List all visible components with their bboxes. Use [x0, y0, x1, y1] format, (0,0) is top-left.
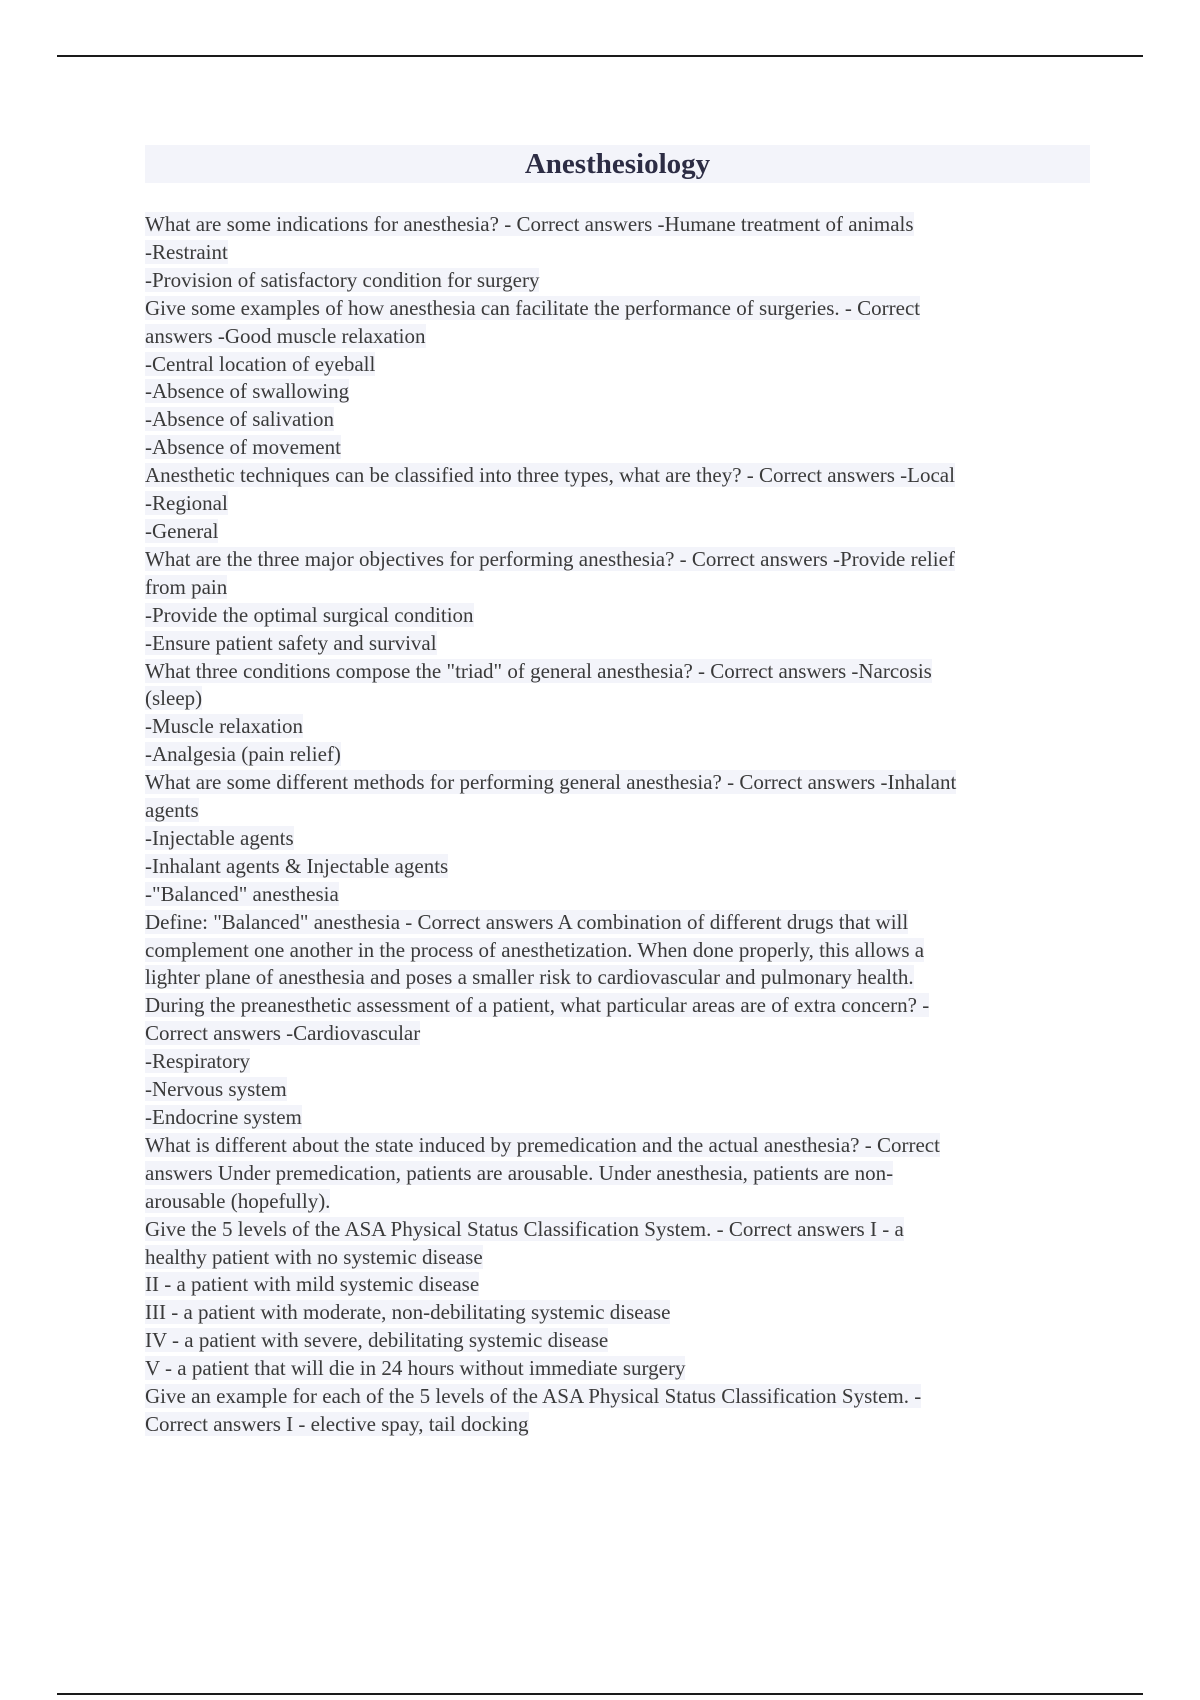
text-line-content: Define: "Balanced" anesthesia - Correct answers A combination of different drugs that will — [145, 909, 909, 934]
text-line-content: arousable (hopefully). — [145, 1188, 331, 1213]
text-line — [145, 546, 1090, 574]
text-line — [145, 1411, 1090, 1439]
text-line-content: What is different about the state induced by premedication and the actual anesthesia? - Correct — [145, 1132, 940, 1157]
text-line-content: healthy patient with no systemic disease — [145, 1244, 483, 1269]
bottom-divider — [57, 1693, 1143, 1695]
text-line-content: answers -Good muscle relaxation — [145, 323, 426, 348]
text-line-content: Give an example for each of the 5 levels of the ASA Physical Status Classification System. - — [145, 1384, 922, 1409]
text-line-content: agents — [145, 798, 199, 823]
text-line-content: -Absence of movement — [145, 435, 341, 460]
text-line-content: III - a patient with moderate, non-debilitating systemic disease — [145, 1300, 671, 1325]
text-line — [145, 462, 1090, 490]
text-line-content: What are the three major objectives for performing anesthesia? - Correct answers -Provide relief — [145, 546, 955, 571]
text-line — [145, 909, 1090, 937]
text-line — [145, 1132, 1090, 1160]
text-line-content: V - a patient that will die in 24 hours without immediate surgery — [145, 1356, 686, 1381]
text-line — [145, 1299, 1090, 1327]
text-line-content: answers Under premedication, patients are arousable. Under anesthesia, patients are non- — [145, 1160, 894, 1185]
text-line — [145, 211, 1090, 239]
text-line-content: -Absence of swallowing — [145, 379, 350, 404]
text-line-content: Give the 5 levels of the ASA Physical Status Classification System. - Correct answers I - a — [145, 1216, 904, 1241]
text-line-content: -Absence of salivation — [145, 407, 334, 432]
text-line — [145, 351, 1090, 379]
text-line-content: Correct answers -Cardiovascular — [145, 1021, 421, 1046]
text-line-content: -Injectable agents — [145, 825, 294, 850]
text-line-content: -Analgesia (pain relief) — [145, 742, 341, 767]
text-line-content: from pain — [145, 574, 228, 599]
text-line — [145, 630, 1090, 658]
text-line — [145, 685, 1090, 713]
text-line-content: -Nervous system — [145, 1077, 287, 1102]
text-line — [145, 406, 1090, 434]
text-line — [145, 1216, 1090, 1244]
text-line — [145, 295, 1090, 323]
text-line-content: What are some indications for anesthesia? - Correct answers -Humane treatment of animals — [145, 212, 914, 236]
text-line — [145, 797, 1090, 825]
text-line — [145, 769, 1090, 797]
text-line-content: What three conditions compose the "triad" of general anesthesia? - Correct answers -Narcosis — [145, 658, 932, 683]
top-divider — [57, 55, 1143, 57]
text-line — [145, 1160, 1090, 1188]
text-line — [145, 1355, 1090, 1383]
text-line — [145, 825, 1090, 853]
page-title: Anesthesiology — [145, 145, 1090, 183]
text-line — [145, 1271, 1090, 1299]
text-line — [145, 434, 1090, 462]
text-line — [145, 1076, 1090, 1104]
text-line-content: -Respiratory — [145, 1049, 250, 1074]
text-line-content: During the preanesthetic assessment of a patient, what particular areas are of extra concern? - — [145, 993, 930, 1018]
text-line — [145, 992, 1090, 1020]
text-line — [145, 267, 1090, 295]
text-line — [145, 1020, 1090, 1048]
document-body — [145, 211, 1090, 1439]
text-line-content: complement one another in the process of anesthetization. When done properly, this allows a — [145, 937, 925, 962]
text-line — [145, 574, 1090, 602]
text-line-content: -Endocrine system — [145, 1105, 302, 1129]
text-line — [145, 1104, 1090, 1132]
text-line — [145, 881, 1090, 909]
text-line — [145, 1383, 1090, 1411]
text-line — [145, 1048, 1090, 1076]
text-line — [145, 853, 1090, 881]
text-line — [145, 937, 1090, 965]
text-line-content: -Restraint — [145, 239, 228, 264]
text-line-content: II - a patient with mild systemic disease — [145, 1272, 480, 1297]
text-line — [145, 239, 1090, 267]
text-line-content: -Ensure patient safety and survival — [145, 630, 437, 655]
text-line-content: -"Balanced" anesthesia — [145, 881, 339, 906]
text-line-content: -Inhalant agents & Injectable agents — [145, 853, 449, 878]
text-line — [145, 964, 1090, 992]
text-line — [145, 518, 1090, 546]
text-line-content: IV - a patient with severe, debilitating systemic disease — [145, 1328, 609, 1353]
text-line-content: -General — [145, 518, 219, 543]
text-line — [145, 658, 1090, 686]
text-line-content: What are some different methods for performing general anesthesia? - Correct answers -Inhalant — [145, 770, 957, 795]
text-line — [145, 490, 1090, 518]
text-line — [145, 1188, 1090, 1216]
text-line — [145, 741, 1090, 769]
text-line-content: Correct answers I - elective spay, tail docking — [145, 1411, 529, 1436]
text-line — [145, 1244, 1090, 1272]
text-line — [145, 323, 1090, 351]
text-line — [145, 713, 1090, 741]
text-line-content: -Regional — [145, 491, 228, 516]
text-line — [145, 378, 1090, 406]
text-line-content: (sleep) — [145, 686, 203, 711]
text-line-content: Give some examples of how anesthesia can facilitate the performance of surgeries. - Correct — [145, 295, 921, 320]
text-line-content: lighter plane of anesthesia and poses a smaller risk to cardiovascular and pulmonary health. — [145, 965, 914, 990]
text-line — [145, 1327, 1090, 1355]
text-line — [145, 602, 1090, 630]
text-line-content: -Provision of satisfactory condition for surgery — [145, 267, 540, 292]
text-line-content: -Provide the optimal surgical condition — [145, 602, 474, 627]
text-line-content: Anesthetic techniques can be classified into three types, what are they? - Correct answers -Local — [145, 463, 955, 488]
text-line-content: -Muscle relaxation — [145, 714, 304, 739]
text-line-content: -Central location of eyeball — [145, 351, 376, 376]
